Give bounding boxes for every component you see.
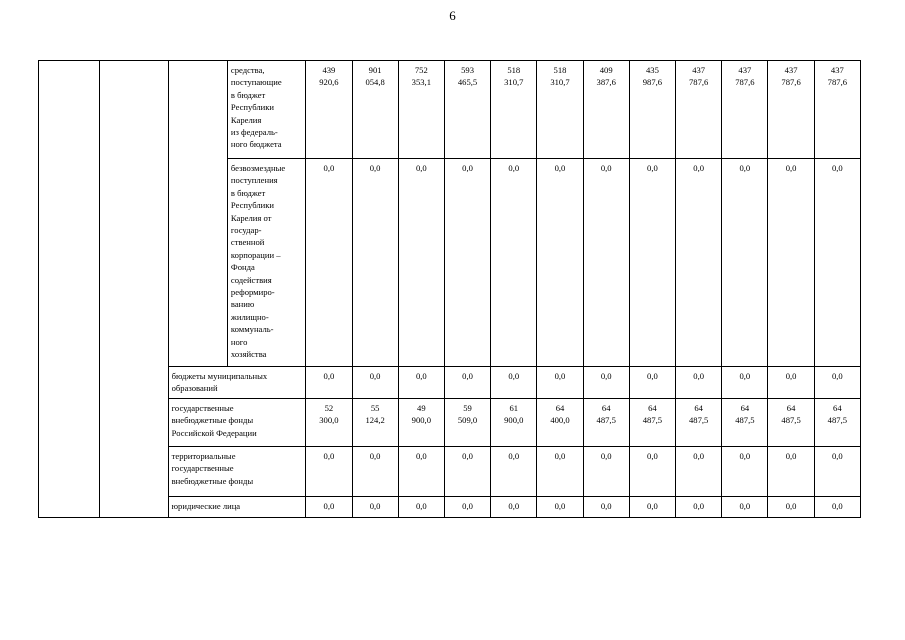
- value-cell: 61 900,0: [491, 398, 537, 446]
- value-cell: 0,0: [352, 446, 398, 496]
- value-cell: 0,0: [814, 496, 860, 517]
- row-label: государственные внебюджетные фонды Российской Федерации: [168, 398, 306, 446]
- value-cell: 0,0: [306, 367, 352, 399]
- value-cell: 518 310,7: [491, 61, 537, 159]
- table-row: [39, 61, 861, 159]
- value-cell: 752 353,1: [398, 61, 444, 159]
- value-cell: 64 487,5: [629, 398, 675, 446]
- value-cell: 0,0: [629, 159, 675, 367]
- value-cell: 0,0: [768, 446, 814, 496]
- value-cell: 0,0: [722, 446, 768, 496]
- value-cell: 0,0: [629, 367, 675, 399]
- value-cell: 437 787,6: [676, 61, 722, 159]
- value-cell: 0,0: [398, 159, 444, 367]
- value-cell: 0,0: [537, 159, 583, 367]
- value-cell: 0,0: [722, 496, 768, 517]
- value-cell: 0,0: [537, 367, 583, 399]
- row-label: территориальные государственные внебюджетные фонды: [168, 446, 306, 496]
- value-cell: 0,0: [444, 446, 490, 496]
- value-cell: 437 787,6: [814, 61, 860, 159]
- value-cell: 0,0: [306, 446, 352, 496]
- value-cell: 64 487,5: [676, 398, 722, 446]
- value-cell: 0,0: [676, 367, 722, 399]
- value-cell: 0,0: [398, 496, 444, 517]
- value-cell: 437 787,6: [722, 61, 768, 159]
- value-cell: 0,0: [768, 496, 814, 517]
- value-cell: 49 900,0: [398, 398, 444, 446]
- value-cell: 0,0: [537, 496, 583, 517]
- value-cell: 0,0: [768, 159, 814, 367]
- budget-table: [38, 60, 861, 518]
- value-cell: 52 300,0: [306, 398, 352, 446]
- value-cell: 0,0: [444, 496, 490, 517]
- value-cell: 55 124,2: [352, 398, 398, 446]
- value-cell: 593 465,5: [444, 61, 490, 159]
- value-cell: 0,0: [352, 159, 398, 367]
- value-cell: 0,0: [722, 159, 768, 367]
- value-cell: 0,0: [676, 159, 722, 367]
- value-cell: 0,0: [491, 367, 537, 399]
- value-cell: 64 487,5: [814, 398, 860, 446]
- value-cell: 0,0: [398, 367, 444, 399]
- value-cell: 0,0: [814, 446, 860, 496]
- value-cell: 0,0: [537, 446, 583, 496]
- empty-cell: [39, 61, 100, 518]
- value-cell: 59 509,0: [444, 398, 490, 446]
- value-cell: 0,0: [306, 159, 352, 367]
- row-label: средства, поступающие в бюджет Республики Карелия из федераль- ного бюджета: [227, 61, 305, 159]
- value-cell: 409 387,6: [583, 61, 629, 159]
- value-cell: 0,0: [491, 496, 537, 517]
- value-cell: 0,0: [583, 446, 629, 496]
- row-label: бюджеты муниципальных образований: [168, 367, 306, 399]
- value-cell: 0,0: [352, 367, 398, 399]
- value-cell: 435 987,6: [629, 61, 675, 159]
- value-cell: 518 310,7: [537, 61, 583, 159]
- empty-cell: [100, 61, 168, 518]
- value-cell: 0,0: [814, 367, 860, 399]
- value-cell: 0,0: [629, 446, 675, 496]
- value-cell: 0,0: [814, 159, 860, 367]
- row-label: безвозмездные поступления в бюджет Республики Карелия от государ- ственной корпорации – Фонда содействия реформиро- ванию жилищно- коммуналь- ного хозяйства: [227, 159, 305, 367]
- value-cell: 0,0: [491, 159, 537, 367]
- value-cell: 0,0: [676, 496, 722, 517]
- value-cell: 0,0: [722, 367, 768, 399]
- value-cell: 0,0: [629, 496, 675, 517]
- value-cell: 64 400,0: [537, 398, 583, 446]
- value-cell: 0,0: [491, 446, 537, 496]
- value-cell: 0,0: [768, 367, 814, 399]
- value-cell: 0,0: [583, 496, 629, 517]
- empty-cell: [168, 61, 227, 367]
- value-cell: 439 920,6: [306, 61, 352, 159]
- value-cell: 0,0: [583, 367, 629, 399]
- value-cell: 0,0: [583, 159, 629, 367]
- value-cell: 64 487,5: [583, 398, 629, 446]
- value-cell: 64 487,5: [768, 398, 814, 446]
- value-cell: 0,0: [444, 367, 490, 399]
- value-cell: 0,0: [352, 496, 398, 517]
- value-cell: 0,0: [398, 446, 444, 496]
- value-cell: 0,0: [676, 446, 722, 496]
- value-cell: 64 487,5: [722, 398, 768, 446]
- value-cell: 437 787,6: [768, 61, 814, 159]
- page-number: 6: [449, 8, 456, 23]
- row-label: юридические лица: [168, 496, 306, 517]
- value-cell: 901 054,8: [352, 61, 398, 159]
- value-cell: 0,0: [444, 159, 490, 367]
- value-cell: 0,0: [306, 496, 352, 517]
